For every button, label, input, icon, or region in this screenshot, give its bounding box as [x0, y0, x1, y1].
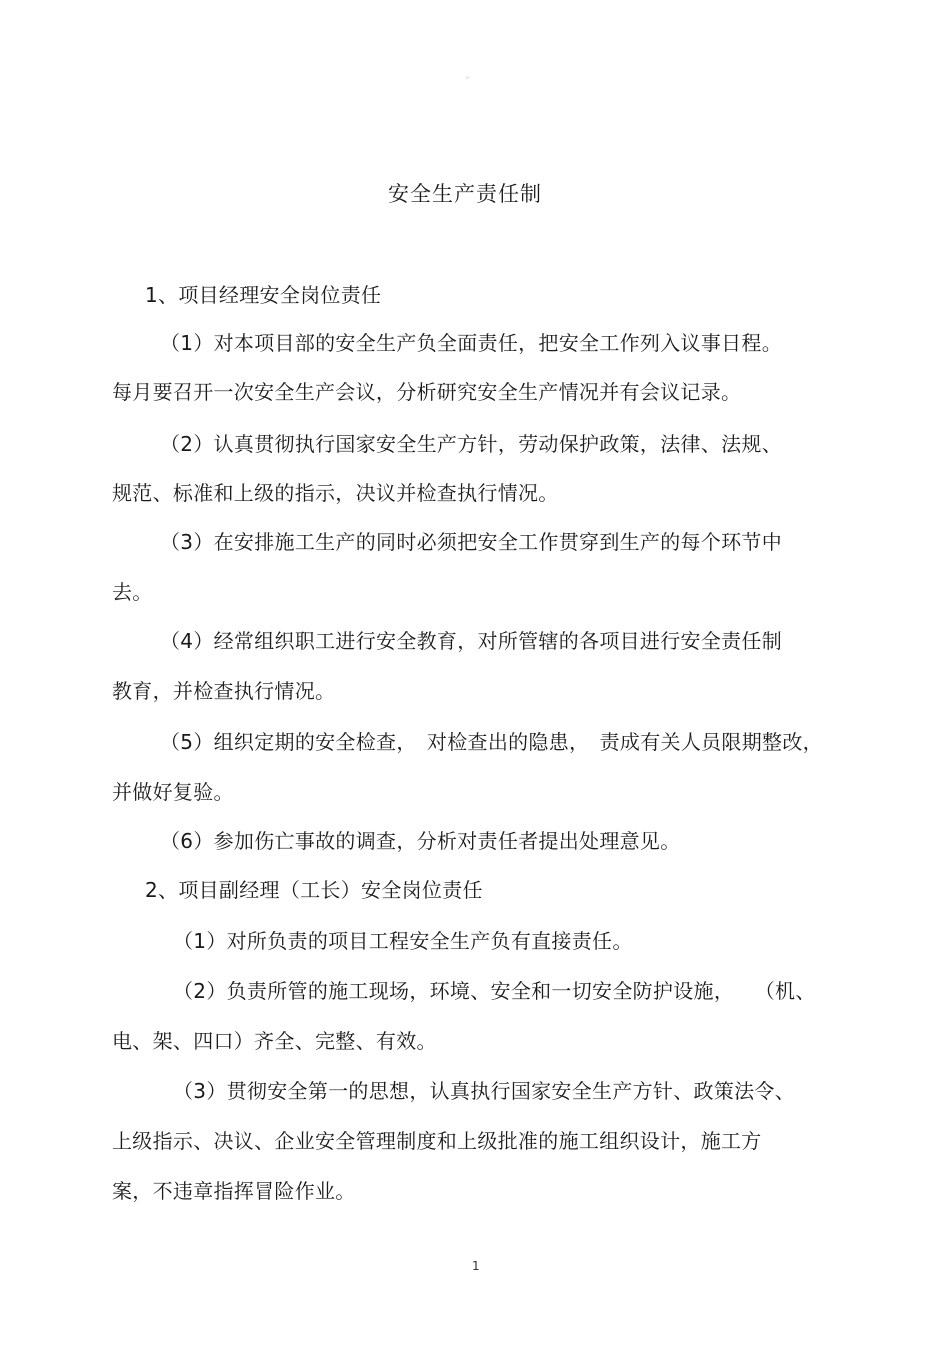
section-heading-1: 1、项目经理安全岗位责任	[145, 283, 382, 307]
paragraph-line: （1）对本项目部的安全生产负全面责任，把安全工作列入议事日程。	[160, 331, 783, 355]
document-title: 安全生产责任制	[388, 182, 542, 206]
paragraph-line: （5）组织定期的安全检查， 对检查出的隐患， 责成有关人员限期整改，	[160, 730, 823, 754]
paragraph-line: （3）贯彻安全第一的思想，认真执行国家安全生产方针、政策法令、	[173, 1079, 796, 1103]
paragraph-line: 并做好复验。	[112, 780, 234, 804]
paragraph-line: 规范、标准和上级的指示，决议并检查执行情况。	[112, 481, 559, 505]
paragraph-line: （4）经常组织职工进行安全教育，对所管辖的各项目进行安全责任制	[160, 629, 783, 653]
paragraph-line: （3）在安排施工生产的同时必须把安全工作贯穿到生产的每个环节中	[160, 530, 783, 554]
section-heading-2: 2、项目副经理（工长）安全岗位责任	[145, 878, 483, 902]
paragraph-line: 每月要召开一次安全生产会议，分析研究安全生产情况并有会议记录。	[112, 380, 742, 404]
paragraph-line: 案，不违章指挥冒险作业。	[112, 1179, 356, 1203]
header-mark: 。	[466, 71, 474, 80]
paragraph-line: （6）参加伤亡事故的调查，分析对责任者提出处理意见。	[160, 829, 681, 853]
paragraph-line: （1）对所负责的项目工程安全生产负有直接责任。	[173, 929, 633, 953]
paragraph-line: 教育，并检查执行情况。	[112, 679, 336, 703]
paragraph-line: （2）认真贯彻执行国家安全生产方针，劳动保护政策，法律、法规、	[160, 432, 783, 456]
paragraph-line: 电、架、四口）齐全、完整、有效。	[112, 1029, 437, 1053]
paragraph-line: （2）负责所管的施工现场，环境、安全和一切安全防护设施， （机、	[173, 979, 816, 1003]
paragraph-line: 上级指示、决议、企业安全管理制度和上级批准的施工组织设计，施工方	[112, 1129, 762, 1153]
page-number: 1	[472, 1259, 480, 1273]
paragraph-line: 去。	[112, 580, 153, 604]
